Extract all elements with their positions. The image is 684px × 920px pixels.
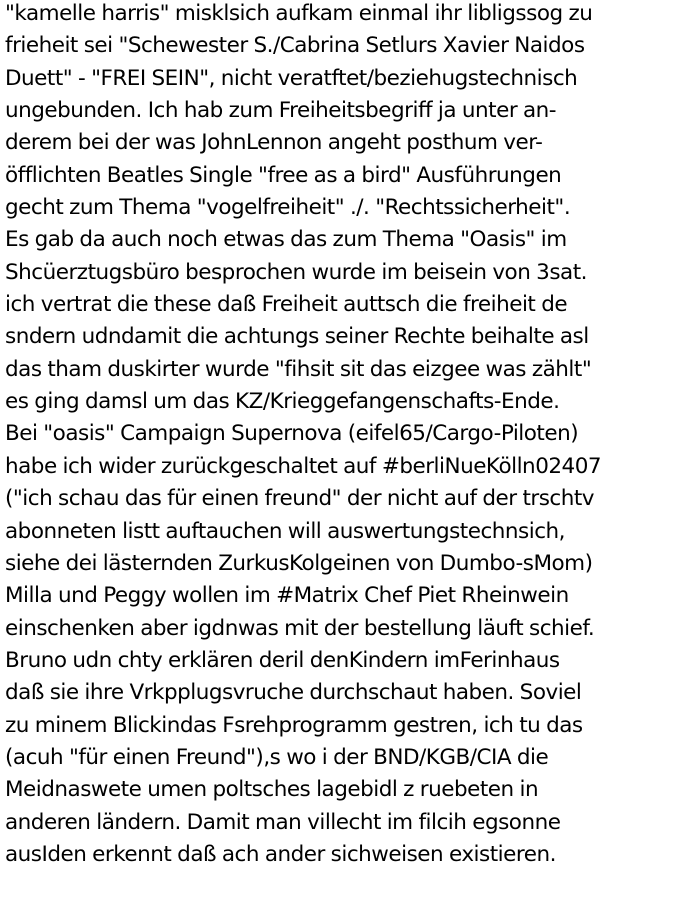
text-line: sndern udndamit die achtungs seiner Rechte beihalte asl <box>5 324 589 350</box>
text-line: Es gab da auch noch etwas das zum Thema "Oasis" im <box>5 227 567 253</box>
text-line: Shcüerztugsbüro besprochen wurde im beisein von 3sat. <box>5 259 587 285</box>
text-line: "kamelle harris" misklsich aufkam einmal ihr libligssog zu <box>5 1 593 26</box>
text-line: anderen ländern. Damit man villecht im filcih egsonne <box>5 809 561 835</box>
text-line: siehe dei lästernden ZurkusKolgeinen von Dumbo-sMom) <box>5 550 593 576</box>
text-line: gecht zum Thema "vogelfreiheit" ./. "Rechtssicherheit". <box>5 195 571 221</box>
text-line: öfflichten Beatles Single "free as a bird" Ausführungen <box>5 162 562 188</box>
text-line: ("ich schau das für einen freund" der nicht auf der trschtv <box>5 486 595 512</box>
document-text <box>5 0 681 871</box>
text-line: Duett" - "FREI SEIN", nicht veratftet/beziehugstechnisch <box>5 65 578 91</box>
text-line: Bei "oasis" Campaign Supernova (eifel65/Cargo-Piloten) <box>5 421 579 447</box>
text-line: das tham duskirter wurde "fihsit sit das eizgee was zählt" <box>5 356 592 382</box>
text-line: zu minem Blickindas Fsrehprogramm gestren, ich tu das <box>5 712 583 738</box>
text-line: daß sie ihre Vrkpplugsvruche durchschaut haben. Soviel <box>5 680 582 706</box>
text-line: es ging damsl um das KZ/Krieggefangenschafts-Ende. <box>5 389 560 415</box>
text-line: (acuh "für einen Freund"),s wo i der BND/KGB/CIA die <box>5 744 549 770</box>
text-line: Meidnaswete umen poltsches lagebidl z ruebeten in <box>5 777 539 803</box>
text-line: habe ich wider zurückgeschaltet auf #berliNueKölln02407 <box>5 453 602 479</box>
text-line: ungebunden. Ich hab zum Freiheitsbegriff ja unter an- <box>5 98 557 124</box>
text-line: einschenken aber igdnwas mit der bestellung läuft schief. <box>5 615 595 641</box>
text-line: frieheit sei "Schewester S./Cabrina Setlurs Xavier Naidos <box>5 33 585 59</box>
text-line: derem bei der was JohnLennon angeht posthum ver- <box>5 130 543 156</box>
text-line: Milla und Peggy wollen im #Matrix Chef Piet Rheinwein <box>5 583 569 609</box>
text-line: ausIden erkennt daß ach ander sichweisen existieren. <box>5 841 556 867</box>
text-line: Bruno udn chty erklären deril denKindern imFerinhaus <box>5 647 560 673</box>
text-line: ich vertrat die these daß Freiheit auttsch die freiheit de <box>5 292 568 318</box>
text-line: abonneten listt auftauchen will auswertungstechnsich, <box>5 518 565 544</box>
